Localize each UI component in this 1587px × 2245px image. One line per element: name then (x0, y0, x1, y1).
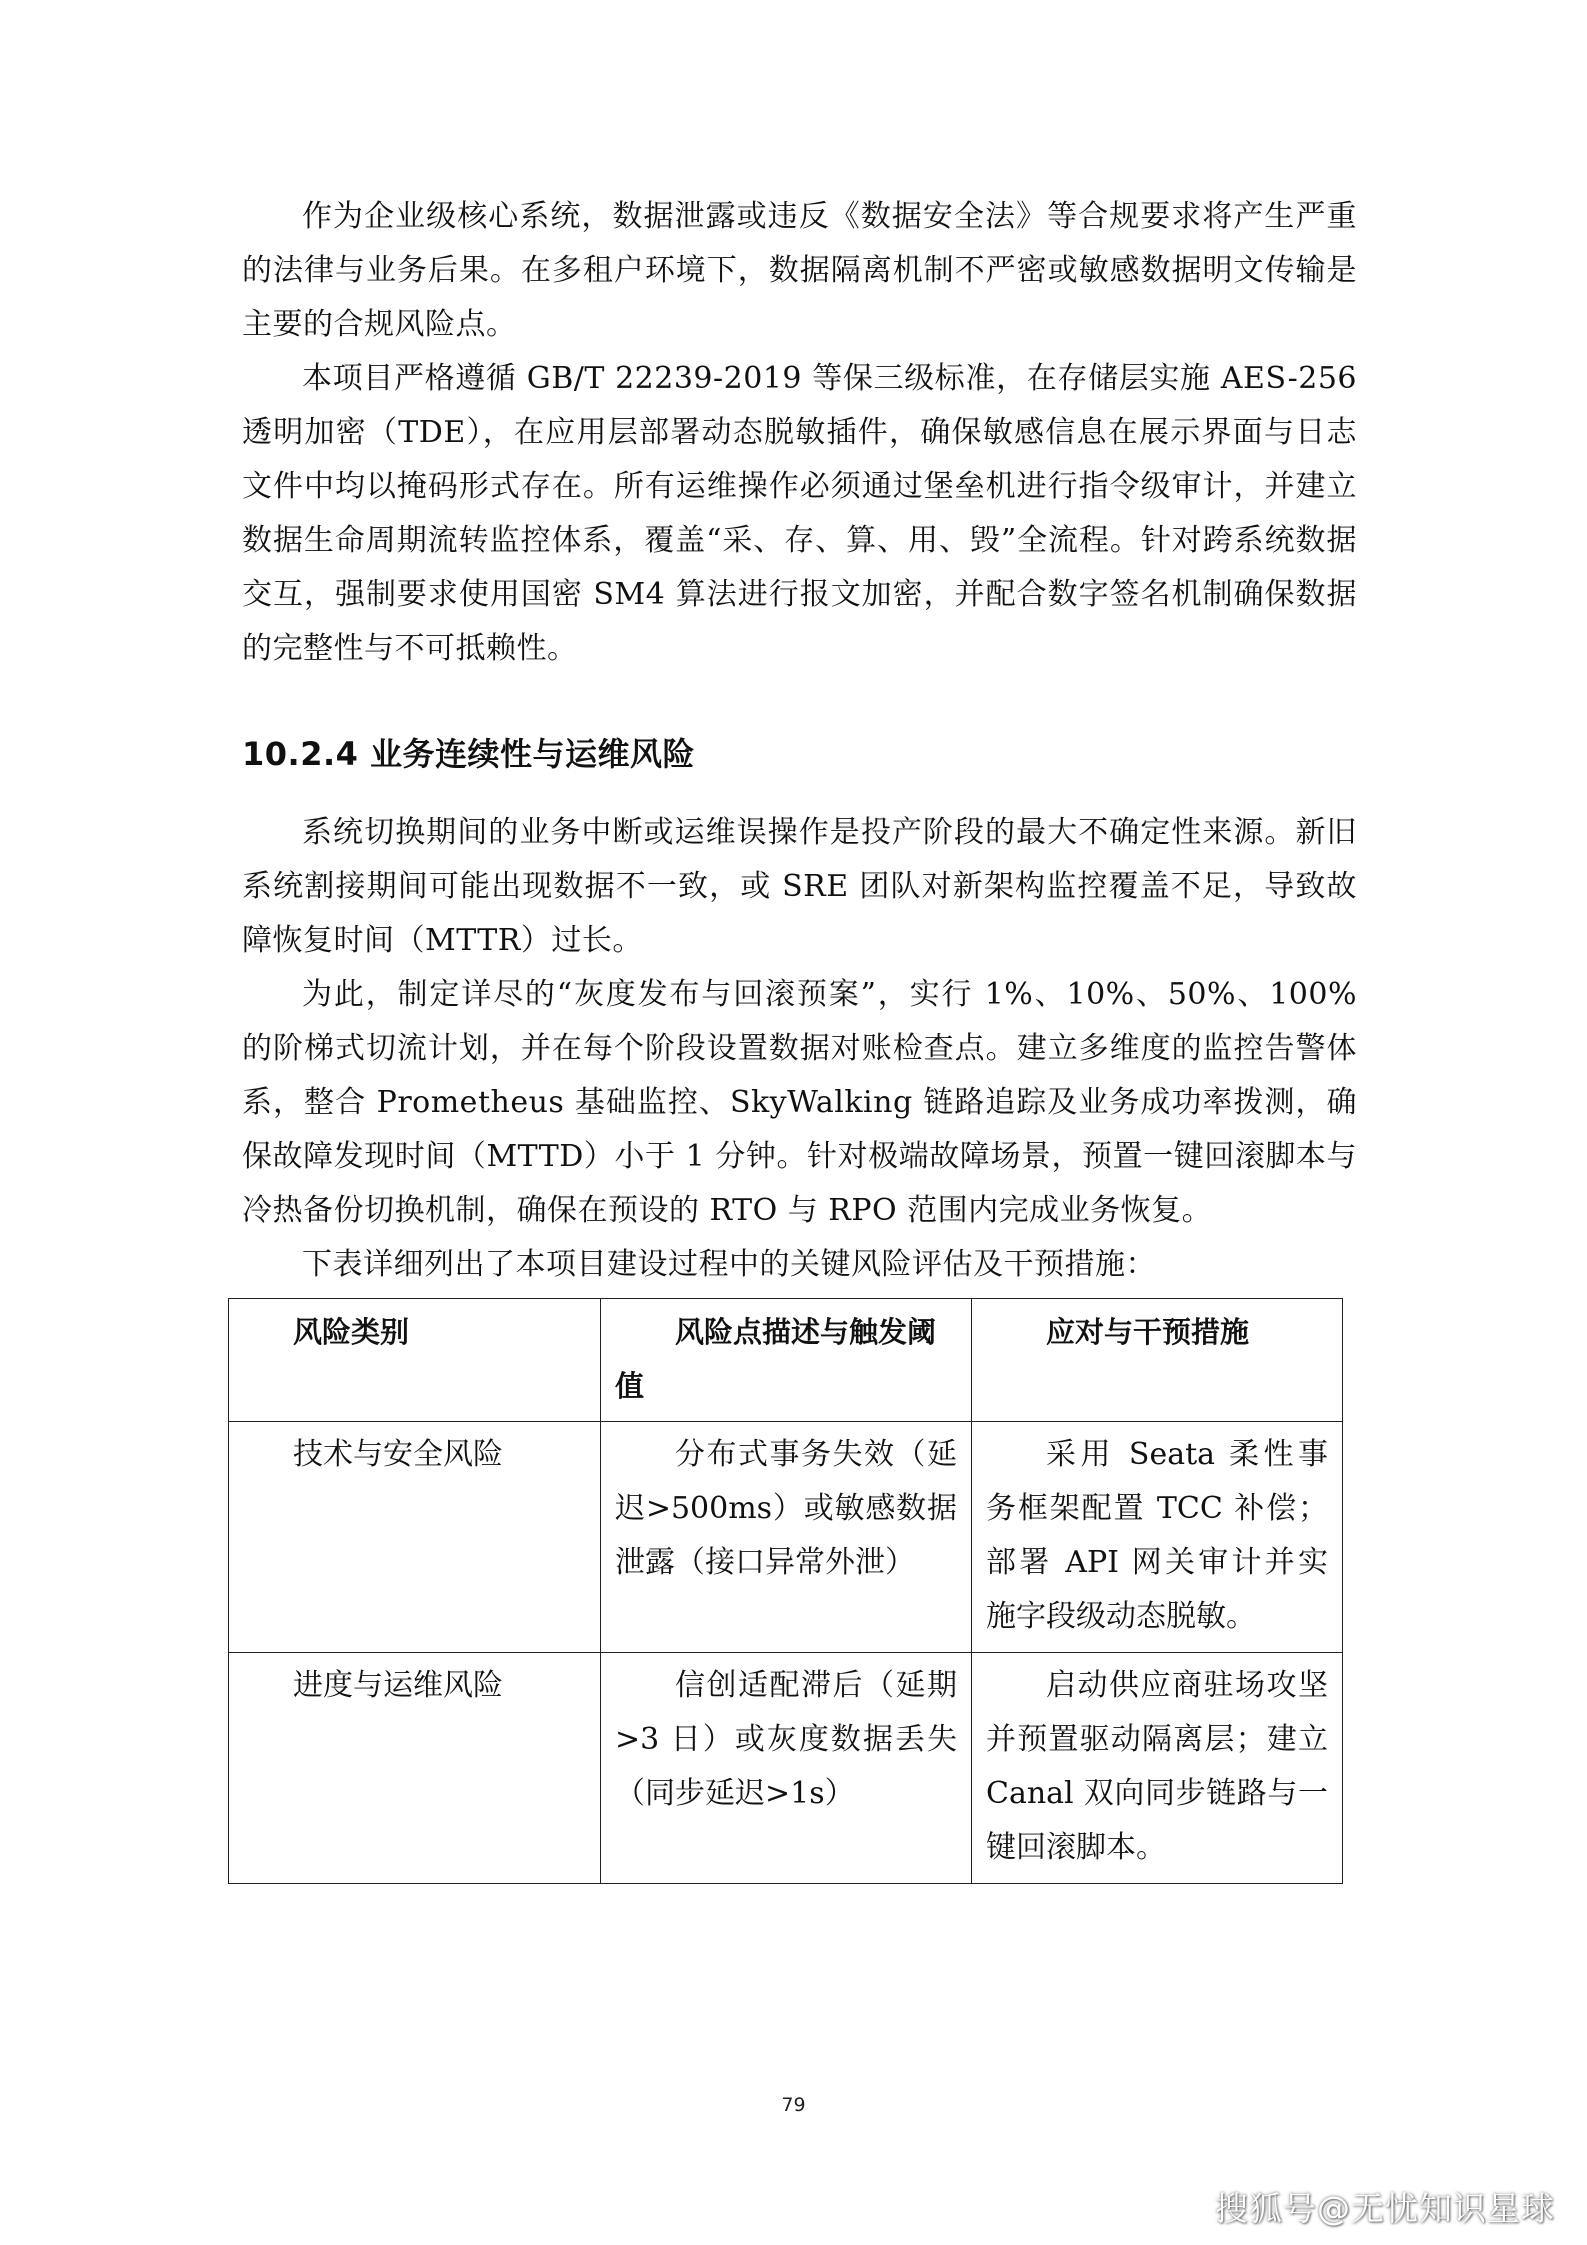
header-countermeasures: 应对与干预措施 (972, 1299, 1343, 1422)
section-heading: 10.2.4 业务连续性与运维风险 (242, 735, 696, 773)
header-risk-category: 风险类别 (229, 1299, 601, 1422)
table-row (229, 1422, 1343, 1653)
watermark: 搜狐号@无忧知识星球 (1215, 2189, 1555, 2228)
paragraph-security-measures: 本项目严格遵循 GB/T 22239-2019 等保三级标准，在存储层实施 AES-256 透明加密（TDE），在应用层部署动态脱敏插件，确保敏感信息在展示界面与日志文件中均以掩码形式存在。所有运维操作必须通过堡垒机进行指令级审计，并建立数据生命周期流转监控体系，覆盖“采、存、算、用、毁”全流程。针对跨系统数据交互，强制要求使用国密 SM4 算法进行报文加密，并配合数字签名机制确保数据的完整性与不可抵赖性。 (242, 361, 1357, 666)
paragraph-continuity-risk: 系统切换期间的业务中断或运维误操作是投产阶段的最大不确定性来源。新旧系统割接期间可能出现数据不一致，或 SRE 团队对新架构监控覆盖不足，导致故障恢复时间（MTTR）过长。 (242, 815, 1357, 958)
table-intro: 下表详细列出了本项目建设过程中的关键风险评估及干预措施： (302, 1247, 1156, 1282)
cell-category: 进度与运维风险 (229, 1653, 601, 1884)
paragraph-rollout-plan: 为此，制定详尽的“灰度发布与回滚预案”，实行 1%、10%、50%、100% 的阶梯式切流计划，并在每个阶段设置数据对账检查点。建立多维度的监控告警体系，整合 Prometheus 基础监控、SkyWalking 链路追踪及业务成功率拨测，确保故障发现时间（MTTD）小于 1 分钟。针对极端故障场景，预置一键回滚脚本与冷热备份切换机制，确保在预设的 RTO 与 RPO 范围内完成业务恢复。 (242, 977, 1357, 1228)
cell-category: 技术与安全风险 (229, 1422, 601, 1653)
table-row (229, 1653, 1343, 1884)
page-number: 79 (781, 2094, 806, 2116)
body-text (242, 190, 1357, 1292)
cell-description: 信创适配滞后（延期>3 日）或灰度数据丢失（同步延迟>1s） (601, 1653, 972, 1884)
risk-table (228, 1298, 1343, 1884)
paragraph-compliance-risk: 作为企业级核心系统，数据泄露或违反《数据安全法》等合规要求将产生严重的法律与业务后果。在多租户环境下，数据隔离机制不严密或敏感数据明文传输是主要的合规风险点。 (242, 199, 1357, 342)
table-header-row (229, 1299, 1343, 1422)
cell-description: 分布式事务失效（延迟>500ms）或敏感数据泄露（接口异常外泄） (601, 1422, 972, 1653)
cell-measures: 采用 Seata 柔性事务框架配置 TCC 补偿；部署 API 网关审计并实施字段级动态脱敏。 (972, 1422, 1343, 1653)
header-risk-description: 风险点描述与触发阈值 (601, 1299, 972, 1422)
cell-measures: 启动供应商驻场攻坚并预置驱动隔离层；建立 Canal 双向同步链路与一键回滚脚本。 (972, 1653, 1343, 1884)
